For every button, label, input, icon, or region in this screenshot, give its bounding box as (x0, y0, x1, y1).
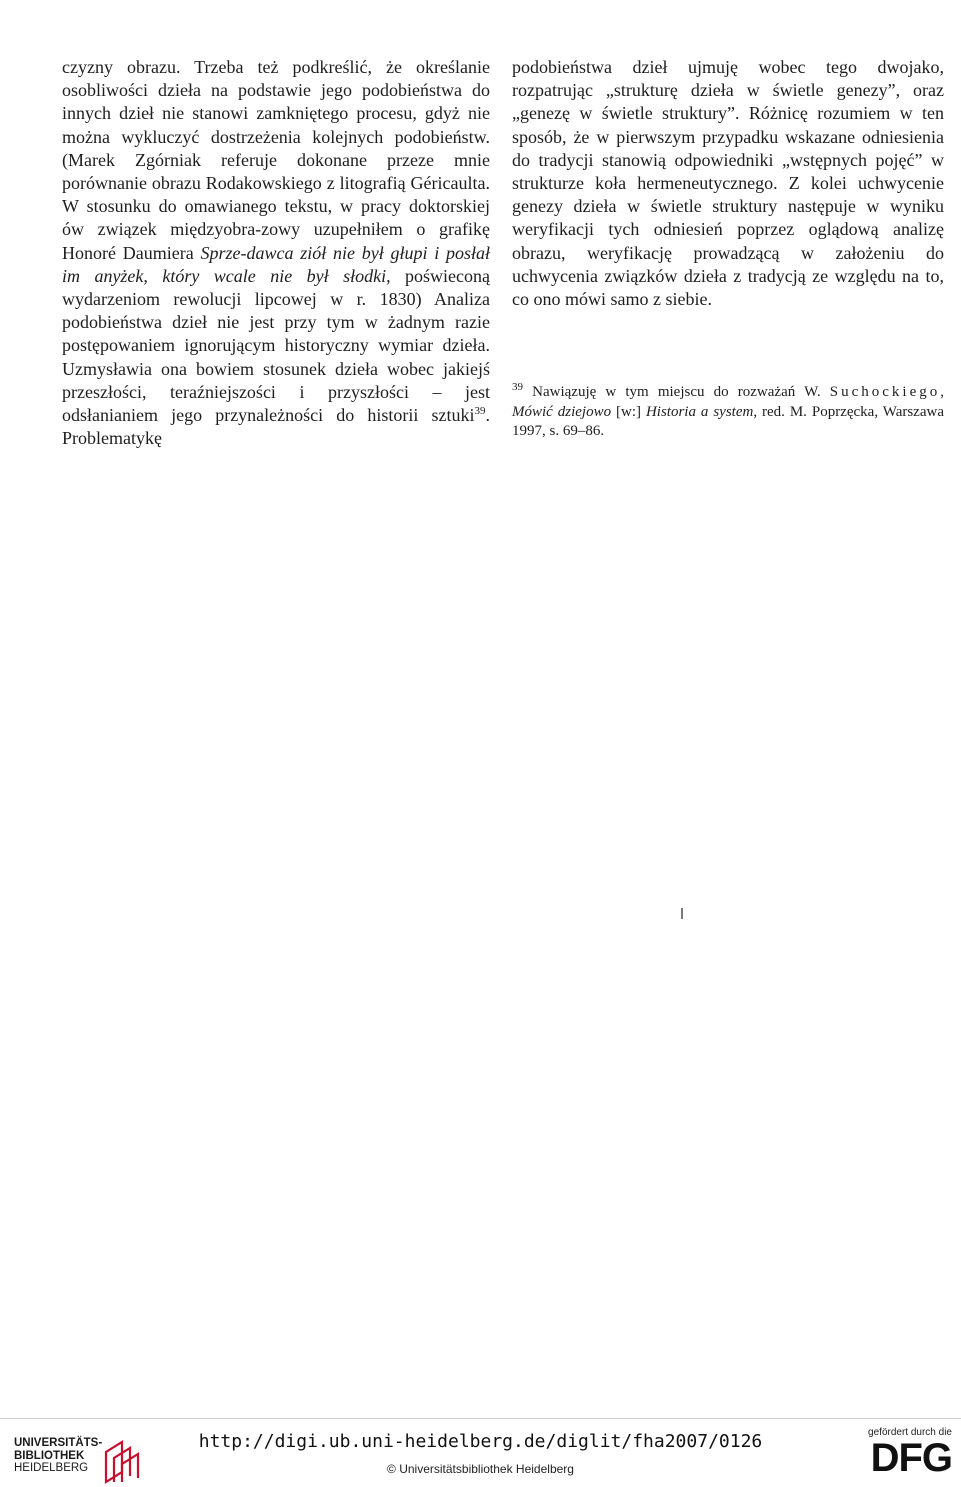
right-column-paragraph: podobieństwa dzieł ujmuję wobec tego dwojako, rozpatrując „strukturę dzieła w świetle genezy”, oraz „genezę w świetle struktury”. Różnicę rozumiem w ten sposób, że w pierwszym przypadku wskazane odniesienia do tradycji stanowią odpowiedniki „wstępnych pojęć” w strukturze koła hermeneutycznego. Z kolei uchwycenie genezy dzieła w świetle struktury następuje w wyniku weryfikacji tych odniesień poprzez oglądową analizę obrazu, weryfikację prowadzącą w założeniu do uchwycenia związków dzieła z tradycją ze względu na to, co ono mówi samo z siebie. (512, 57, 944, 310)
footnote-title-2: Historia a system (645, 403, 754, 420)
funder-note: gefördert durch die (868, 1427, 952, 1438)
footnote-39 (512, 383, 944, 442)
permalink-url[interactable]: http://digi.ub.uni-heidelberg.de/diglit/fha2007/0126 (198, 1431, 763, 1452)
library-line-3: HEIDELBERG (14, 1462, 89, 1474)
footnote-title-1: Mówić dziejowo (512, 403, 612, 420)
footnote-text-b: , (940, 384, 944, 400)
dfg-wordmark: DFG (870, 1436, 952, 1480)
copyright-notice: © Universitätsbibliothek Heidelberg (387, 1462, 574, 1476)
left-text-part3: . Problematykę (62, 405, 490, 449)
footnote-reference[interactable]: 39 (474, 405, 486, 418)
dfg-logo[interactable] (848, 1427, 952, 1478)
scan-artifact (681, 908, 683, 919)
footnote-text-d: , red. M. Poprzęcka, Warszawa 1997, s. 69–86. (512, 403, 944, 439)
footnote-number: 39 (512, 381, 523, 393)
footnote-text-c: [w:] (611, 403, 646, 420)
footnote-text (512, 383, 944, 442)
left-text-part1: czyzny obrazu. Trzeba też podkreślić, że określanie osobliwości dzieła na podstawie jego podobieństwa do innych dzieł nie stanowi zamkniętego procesu, gdyż nie można wykluczyć dostrzeżenia kolejnych podobieństw. (Marek Zgórniak referuje dokonane przeze mnie porównanie obrazu Rodakowskiego z litografią Géricaulta. W stosunku do omawianego tekstu, w pracy doktorskiej ów związek międzyobra-zowy uzupełniłem o grafikę Honoré Daumiera (62, 57, 490, 263)
library-line-2: BIBLIOTHEK (14, 1449, 85, 1462)
footer-bar (0, 1418, 961, 1487)
left-text-part2: poświeconą wydarzeniom rewolucji lipcowej w r. 1830) Analiza podobieństwa dzieł nie jest przy tym w żadnym razie postępowaniem ignorującym historyczny wymiar dzieła. Uzmysławia ona bowiem stosunek dzieła wobec jakiejś przeszłości, teraźniejszości i przyszłości – jest odsłanianiem jego przynależności do historii sztuki (62, 265, 490, 426)
footnote-author: Suchockiego (829, 384, 941, 400)
daumier-title: Sprze-dawca ziół nie był głupi i posłał im anyżek, który wcale nie był słodki, (62, 242, 490, 286)
right-column (512, 56, 944, 311)
footnote-text-a: Nawiązuję w tym miejscu do rozważań W. (523, 384, 830, 400)
library-line-1: UNIVERSITÄTS- (14, 1437, 103, 1449)
left-column-paragraph (62, 56, 490, 450)
left-column (62, 56, 490, 450)
